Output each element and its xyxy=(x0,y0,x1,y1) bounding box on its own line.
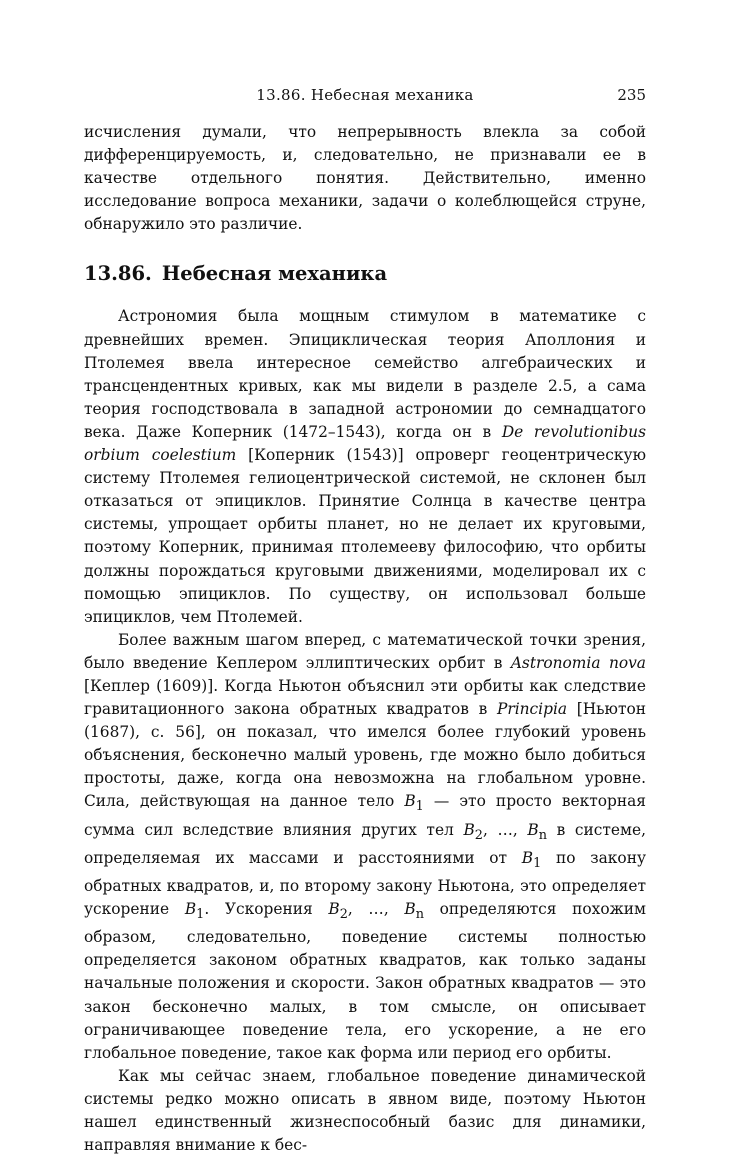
paragraph-text: — это просто векторная сумма сил вследствие влияния других тел xyxy=(84,792,646,839)
section-heading xyxy=(84,261,646,287)
paragraph-text: [Коперник (1543)] опроверг геоцентрическую систему Птолемея гелиоцентрической системой, не склонен был отказаться от эпициклов. Принятие Солнца в качестве центра системы, упрощает орбиты планет, но не делает их круговыми, поэтому Коперник, принимая птолемееву философию, что орбиты должны порождаться круговыми движениями, моделировал их с помощью эпициклов. По существу, он использовал больше эпициклов, чем Птолемей. xyxy=(84,446,646,626)
paragraph-text: Более важным шагом вперед, с математической точки зрения, было введение Кеплером эллиптических орбит в xyxy=(84,630,646,672)
work-title: De revolutionibus orbium coelestium xyxy=(84,422,646,465)
paragraph-kepler-newton xyxy=(84,629,646,1065)
paragraph-text: Астрономия была мощным стимулом в математике с древнейших времен. Эпициклическая теория Аполлония и Птолемея ввела интересное семейство алгебраических и трансцендентных кривых, как мы видели в разделе 2.5, а сама теория господствовала в западной астрономии до семнадцатого века. Даже Коперник (1472–1543), когда он в xyxy=(84,307,646,441)
paragraph-text: в системе, определяемая их массами и расстояниями от xyxy=(84,820,647,867)
section-title: Небесная механика xyxy=(161,262,388,286)
running-head-title: 13.86. Небесная механика xyxy=(256,86,474,104)
page-body xyxy=(84,121,646,1157)
math-b1: $B_1$ xyxy=(521,848,542,871)
paragraph-text: [Ньютон (1687), с. 56], он показал, что имелся более глубокий уровень объяснения, бесконечно малый уровень, где можно было добиться простоты, даже, когда она невозможна на глобальном уровне. Сила, действующая на данное тело xyxy=(84,700,646,811)
math-b2-bn: $B_2$, …, $B_n$ xyxy=(463,820,547,843)
paragraph-text: [Кеплер (1609)]. Когда Ньютон объяснил эти орбиты как следствие гравитационного закона обратных квадратов в xyxy=(84,676,646,719)
paragraph-text: по закону обратных квадратов, и, по второму закону Ньютона, это определяет ускорение xyxy=(84,848,647,919)
section-number: 13.86. xyxy=(84,262,152,286)
paragraph-text: определяются похожим образом, следовательно, поведение системы полностью определяется законом обратных квадратов, как только заданы начальные положения и скорости. Закон обратных квадратов — это закон бесконечно малых, в том смысле, он описывает ограничивающее поведение тела, его ускорение, а не его глобальное поведение, такое как форма или период его орбиты. xyxy=(84,900,646,1062)
math-b2-bn: $B_2$, …, $B_n$ xyxy=(328,900,424,923)
intro-paragraph: исчисления думали, что непрерывность влекла за собой дифференцируемость, и, следовательно, не признавали ее в качестве отдельного понятия. Действительно, именно исследование вопроса механики, задачи о колеблющейся струне, обнаружило это различие. xyxy=(84,123,646,234)
paragraph-dynamics: Как мы сейчас знаем, глобальное поведение динамической системы редко можно описать в явном виде, поэтому Ньютон нашел единственный жизнеспособный базис для динамики, направляя внимание к бес- xyxy=(84,1066,646,1155)
paragraph-astronomy xyxy=(84,305,646,628)
math-b1: $B_1$ xyxy=(184,900,205,923)
paragraph-text: . Ускорения xyxy=(204,900,329,919)
work-title: Principia xyxy=(497,700,568,719)
math-b1: $B_1$ xyxy=(404,792,424,815)
page-number: 235 xyxy=(617,86,646,104)
work-title: Astronomia nova xyxy=(510,653,646,672)
running-head xyxy=(84,86,646,108)
